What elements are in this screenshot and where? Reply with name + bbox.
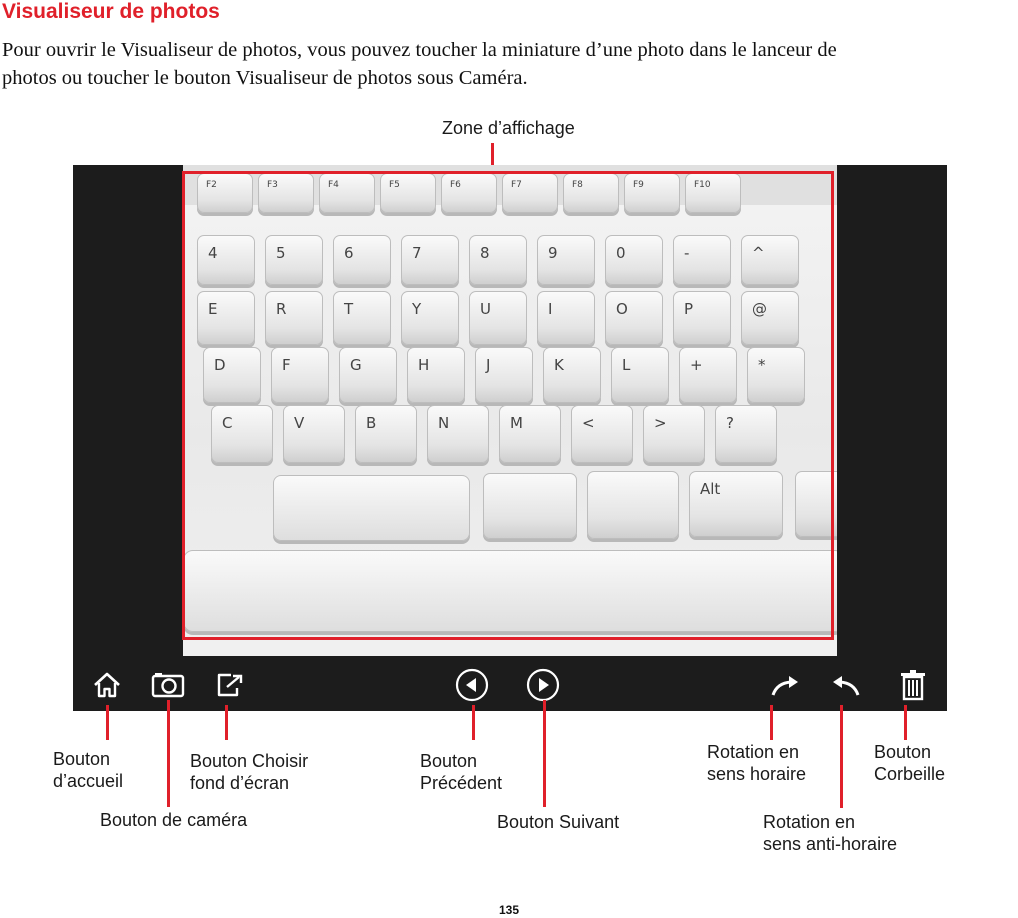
key-label: F5 (389, 180, 400, 190)
key-label: > (654, 414, 667, 432)
key-label: - (684, 244, 690, 262)
key-label: K (554, 356, 564, 374)
home-callout-line-1: Bouton (53, 749, 111, 769)
trash-icon (899, 669, 927, 701)
next-callout: Bouton Suivant (497, 812, 620, 832)
alt-key-label: Alt (700, 480, 721, 498)
key-label: ^ (752, 244, 765, 262)
key-label: U (480, 300, 491, 318)
next-pointer (543, 700, 546, 807)
key-label: 7 (412, 244, 422, 262)
previous-callout (420, 750, 502, 794)
key-label: L (622, 356, 631, 374)
key-label: R (276, 300, 287, 318)
key-label: F (282, 356, 291, 374)
previous-button[interactable] (454, 665, 490, 705)
camera-button[interactable] (150, 665, 186, 705)
next-icon (526, 668, 560, 702)
rotate-clockwise-callout-line-1: Rotation en (707, 742, 800, 762)
rotate-clockwise-pointer (770, 705, 773, 740)
page-number: 135 (498, 903, 520, 917)
previous-callout-line-1: Bouton (420, 751, 478, 771)
key-label: O (616, 300, 628, 318)
key-label: I (548, 300, 553, 318)
home-icon (92, 670, 122, 700)
key-label: V (294, 414, 305, 432)
trash-pointer (904, 705, 907, 740)
previous-pointer (472, 705, 475, 740)
key-label: @ (752, 300, 767, 318)
key-label: C (222, 414, 233, 432)
previous-icon (455, 668, 489, 702)
rotate-counterclockwise-icon (828, 671, 862, 699)
home-pointer (106, 705, 109, 740)
key-label: 8 (480, 244, 490, 262)
key-label: F6 (450, 180, 461, 190)
intro-paragraph (2, 36, 1018, 92)
rotate-counterclockwise-callout (763, 811, 897, 855)
key-label: 6 (344, 244, 354, 262)
intro-line-2: photos ou toucher le bouton Visualiseur de photos sous Caméra. (2, 67, 528, 89)
wallpaper-callout-line-2: fond d’écran (190, 773, 290, 793)
home-callout (53, 748, 123, 792)
key-label: E (208, 300, 218, 318)
key-label: D (214, 356, 226, 374)
key-label: F7 (511, 180, 522, 190)
key-label: F4 (328, 180, 339, 190)
key-label: F9 (633, 180, 644, 190)
camera-callout: Bouton de caméra (100, 810, 248, 830)
intro-line-1: Pour ouvrir le Visualiseur de photos, vous pouvez toucher la miniature d’une photo dans le lanceur de (2, 39, 837, 61)
rotate-clockwise-callout (707, 741, 806, 785)
rotate-counterclockwise-pointer (840, 705, 843, 808)
key-label: < (582, 414, 595, 432)
key-label: 9 (548, 244, 558, 262)
key-label: F2 (206, 180, 217, 190)
trash-callout (874, 741, 945, 785)
photo-viewer-screen (73, 165, 947, 711)
key-label: G (350, 356, 362, 374)
key-label: N (438, 414, 450, 432)
trash-callout-line-1: Bouton (874, 742, 932, 762)
key-label: + (690, 356, 703, 374)
key-label: P (684, 300, 694, 318)
key-label: T (344, 300, 354, 318)
home-button[interactable] (89, 665, 125, 705)
rotate-counterclockwise-callout-line-2: sens anti-horaire (763, 834, 898, 854)
key-label: J (486, 356, 491, 374)
key-label: * (758, 356, 766, 374)
key-label: 5 (276, 244, 286, 262)
next-button[interactable] (525, 665, 561, 705)
key-label: M (510, 414, 523, 432)
rotate-clockwise-callout-line-2: sens horaire (707, 764, 807, 784)
wallpaper-pointer (225, 705, 228, 740)
display-area-label: Zone d’affichage (442, 118, 575, 138)
key-label: F3 (267, 180, 278, 190)
key-label: Y (412, 300, 422, 318)
trash-callout-line-2: Corbeille (874, 764, 946, 784)
key-label: ? (726, 414, 734, 432)
key-label: 4 (208, 244, 218, 262)
previous-callout-line-2: Précédent (420, 773, 503, 793)
camera-icon (151, 671, 185, 699)
key-label: B (366, 414, 377, 432)
rotate-counterclockwise-button[interactable] (827, 665, 863, 705)
key-label: 0 (616, 244, 626, 262)
key-label: H (418, 356, 430, 374)
trash-button[interactable] (895, 665, 931, 705)
rotate-counterclockwise-callout-line-1: Rotation en (763, 812, 856, 832)
wallpaper-callout (190, 750, 308, 794)
rotate-clockwise-button[interactable] (768, 665, 804, 705)
key-label: F10 (694, 180, 711, 190)
display-area-frame (182, 171, 834, 640)
share-icon (215, 671, 245, 699)
camera-pointer (167, 700, 170, 807)
key-label: F8 (572, 180, 583, 190)
wallpaper-callout-line-1: Bouton Choisir (190, 751, 309, 771)
home-callout-line-2: d’accueil (53, 771, 124, 791)
choose-wallpaper-button[interactable] (212, 665, 248, 705)
section-title: Visualiseur de photos (2, 0, 220, 23)
rotate-clockwise-icon (769, 671, 803, 699)
